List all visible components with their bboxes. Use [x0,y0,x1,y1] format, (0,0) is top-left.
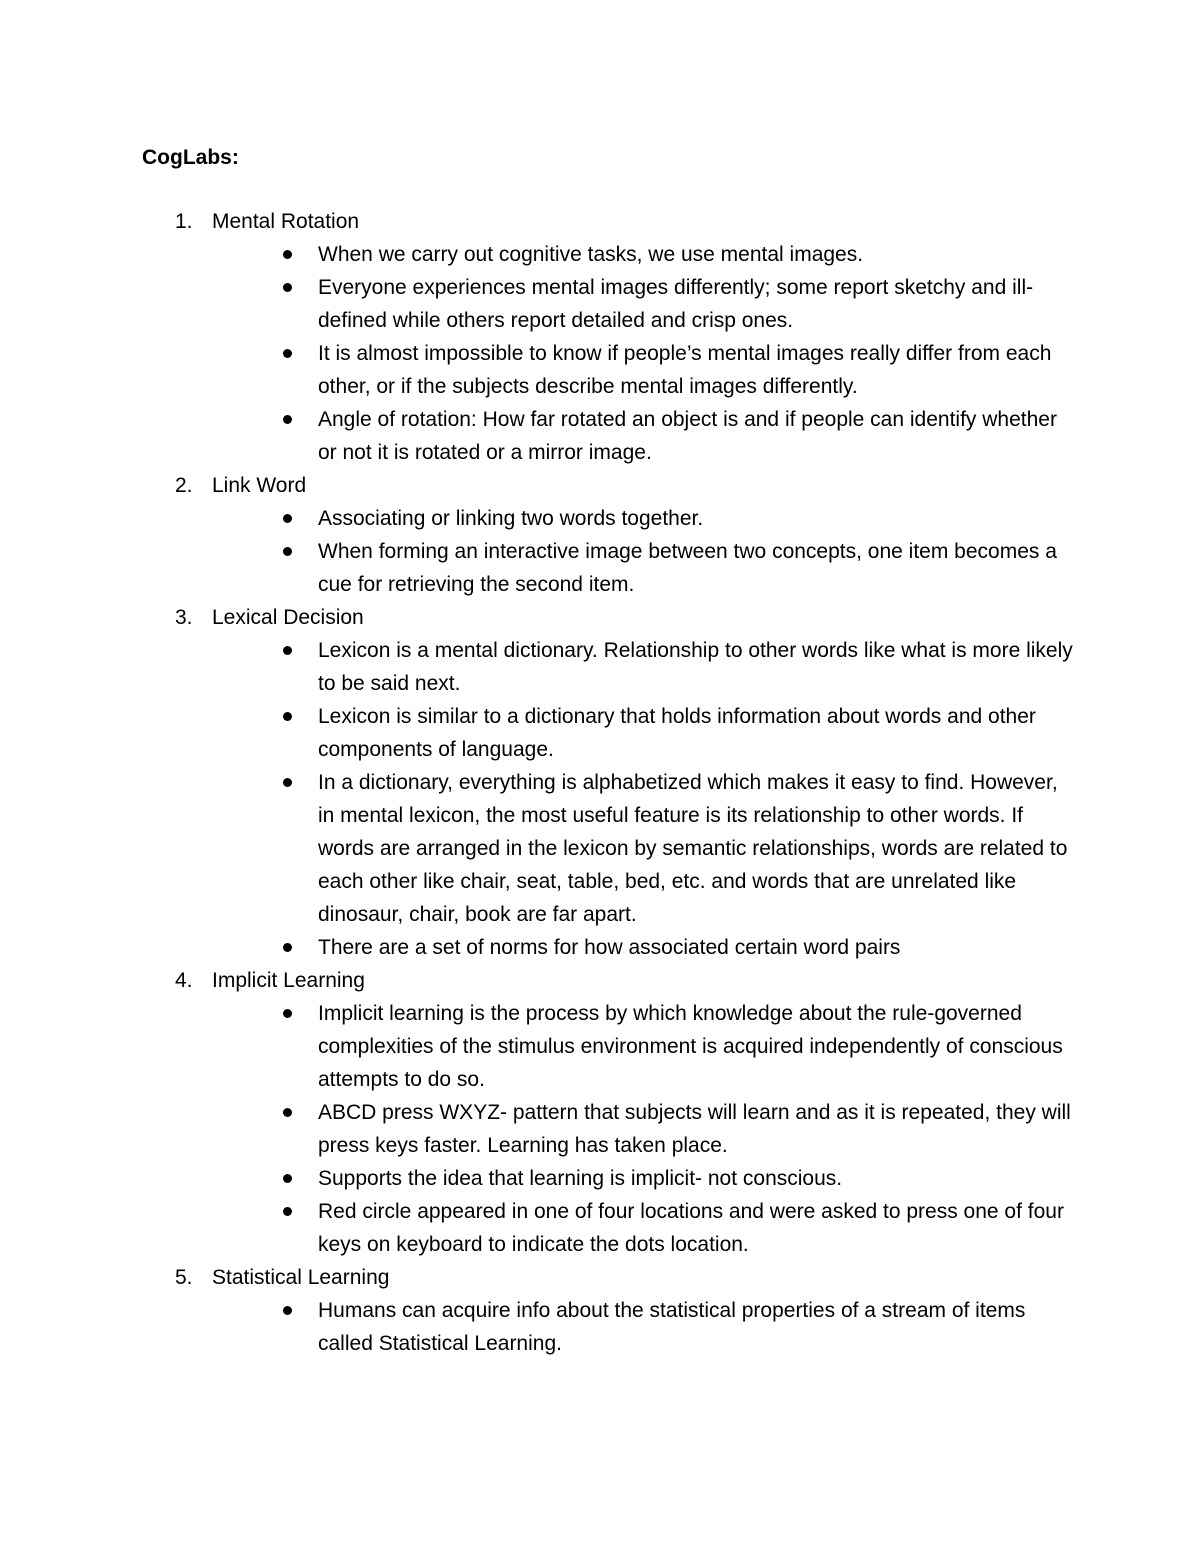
bullet-icon [283,547,292,556]
section-heading [0,601,1200,634]
bullet-item [0,700,1078,766]
section-heading [0,205,1200,238]
bullet-item [0,238,1078,271]
bullet-list [0,502,1200,601]
section-heading [0,964,1200,997]
bullet-text: Red circle appeared in one of four locations and were asked to press one of four keys on keyboard to indicate the dots location. [318,1200,1064,1256]
section-title: Lexical Decision [212,606,364,629]
bullet-item [0,634,1078,700]
section-number: 2. [175,474,193,497]
bullet-icon [283,1108,292,1117]
bullet-text: ABCD press WXYZ- pattern that subjects will learn and as it is repeated, they will press keys faster. Learning has taken place. [318,1101,1071,1157]
bullet-text: Humans can acquire info about the statistical properties of a stream of items called Statistical Learning. [318,1299,1026,1355]
bullet-item [0,766,1078,931]
bullet-icon [283,1306,292,1315]
bullet-item [0,535,1078,601]
bullet-item [0,997,1078,1096]
section-title: Statistical Learning [212,1266,390,1289]
bullet-text: Associating or linking two words together. [318,507,704,530]
section-list [0,205,1200,1360]
section-heading [0,1261,1200,1294]
bullet-icon [283,1207,292,1216]
bullet-list [0,634,1200,964]
bullet-icon [283,250,292,259]
bullet-item [0,1162,1078,1195]
section-title: Implicit Learning [212,969,365,992]
bullet-text: Supports the idea that learning is implicit- not conscious. [318,1167,843,1190]
bullet-item [0,1294,1078,1360]
bullet-icon [283,514,292,523]
bullet-text: Lexicon is a mental dictionary. Relationship to other words like what is more likely to be said next. [318,639,1073,695]
bullet-item [0,271,1078,337]
section-number: 3. [175,606,193,629]
bullet-item [0,403,1078,469]
bullet-text: Implicit learning is the process by which knowledge about the rule-governed complexities of the stimulus environment is acquired independently of conscious attempts to do so. [318,1002,1063,1091]
section-item [0,1261,1200,1360]
bullet-text: In a dictionary, everything is alphabetized which makes it easy to find. However, in mental lexicon, the most useful feature is its relationship to other words. If words are arranged in the lexicon by semantic relationships, words are related to each other like chair, seat, table, bed, etc. and words that are unrelated like dinosaur, chair, book are far apart. [318,771,1068,926]
bullet-icon [283,1174,292,1183]
bullet-icon [283,283,292,292]
bullet-text: It is almost impossible to know if people’s mental images really differ from each other, or if the subjects describe mental images differently. [318,342,1052,398]
bullet-list [0,238,1200,469]
bullet-icon [283,712,292,721]
bullet-icon [283,1009,292,1018]
bullet-item [0,502,1078,535]
bullet-item [0,337,1078,403]
section-item [0,205,1200,469]
section-number: 1. [175,210,193,233]
bullet-text: When we carry out cognitive tasks, we use mental images. [318,243,864,266]
bullet-item [0,931,1078,964]
bullet-icon [283,415,292,424]
section-number: 4. [175,969,193,992]
bullet-item [0,1096,1078,1162]
bullet-text: When forming an interactive image between two concepts, one item becomes a cue for retrieving the second item. [318,540,1057,596]
section-title: Mental Rotation [212,210,360,233]
section-item [0,601,1200,964]
bullet-text: Angle of rotation: How far rotated an object is and if people can identify whether or not it is rotated or a mirror image. [318,408,1057,464]
bullet-icon [283,646,292,655]
bullet-text: There are a set of norms for how associated certain word pairs [318,936,901,959]
section-number: 5. [175,1266,193,1289]
bullet-icon [283,349,292,358]
section-title: Link Word [212,474,307,497]
bullet-list [0,997,1200,1261]
bullet-text: Lexicon is similar to a dictionary that holds information about words and other components of language. [318,705,1036,761]
bullet-text: Everyone experiences mental images differently; some report sketchy and ill-defined while others report detailed and crisp ones. [318,276,1034,332]
section-heading [0,469,1200,502]
bullet-item [0,1195,1078,1261]
bullet-icon [283,778,292,787]
section-item [0,469,1200,601]
bullet-list [0,1294,1200,1360]
bullet-icon [283,943,292,952]
document-title: CogLabs: [142,146,239,169]
section-item [0,964,1200,1261]
